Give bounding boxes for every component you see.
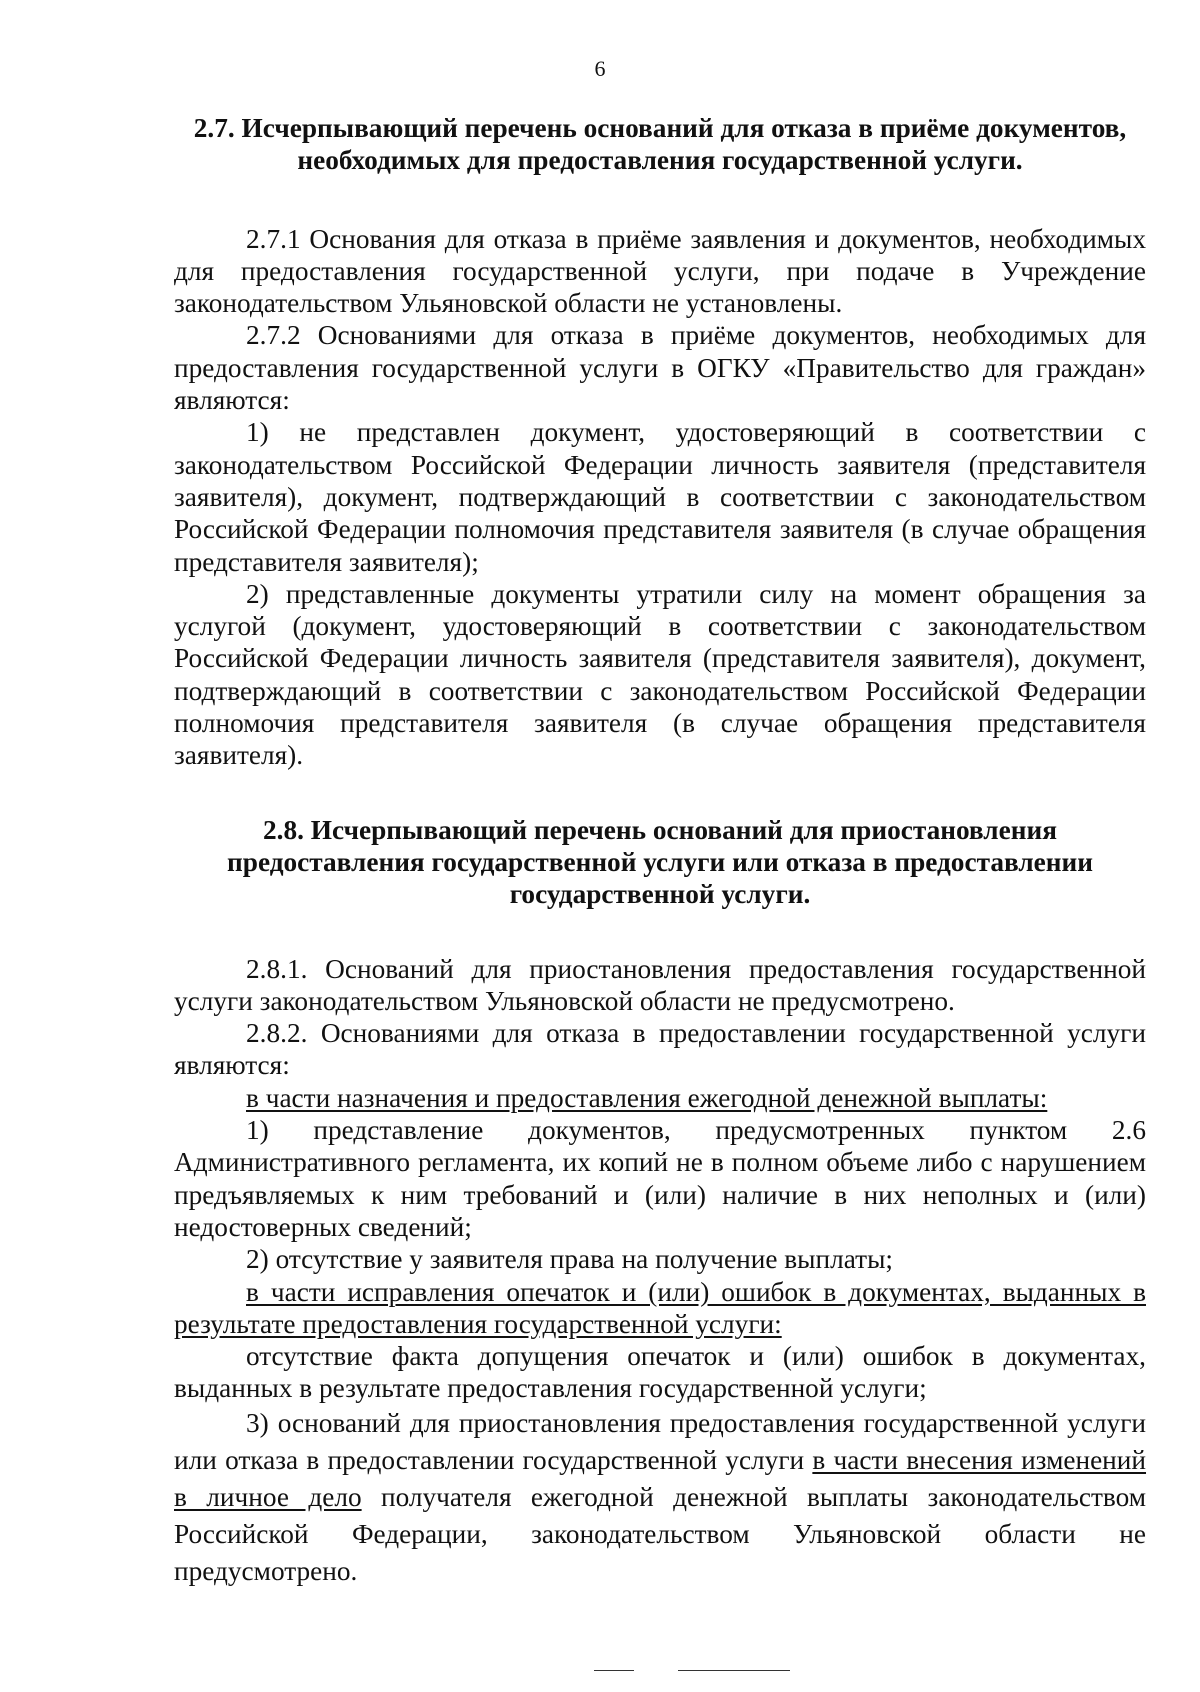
section-heading-2-8: 2.8. Исчерпывающий перечень оснований для приостановления предоставления государственной услуги или отказа в предоставлении государственной услуги. [227,814,1093,910]
subheading-annual-payment-text: в части назначения и предоставления ежегодной денежной выплаты: [246,1082,1048,1113]
paragraph-2-8-2: 2.8.2. Основаниями для отказа в предоставлении государственной услуги являются: [174,1018,1146,1081]
paragraph-typo-correction: отсутствие факта допущения опечаток и (или) ошибок в документах, выданных в результате предоставления государственной услуги; [174,1341,1146,1404]
subheading-annual-payment [174,1082,1146,1114]
list-item-2-8-2-2: 2) отсутствие у заявителя права на получение выплаты; [246,1244,894,1275]
subheading-typo-correction-text: в части исправления опечаток и (или) ошибок в документах, выданных в результате предоставления государственной услуги: [174,1276,1146,1339]
footer-line-long [678,1670,790,1671]
list-item-2-8-2-3-part-a: 3) оснований для приостановления предоставления государственной услуги или отказа в предоставлении государственной услуги [174,1407,1146,1475]
paragraph-2-8-1: 2.8.1. Оснований для приостановления предоставления государственной услуги законодательством Ульяновской области не предусмотрено. [174,953,1146,1016]
page-number: 6 [594,56,606,81]
document-body [174,112,1146,1590]
subheading-typo-correction [174,1276,1146,1341]
footer-line-short [594,1670,634,1671]
footer-marks [0,1670,1200,1674]
list-item-2-7-2-1: 1) не представлен документ, удостоверяющий в соответствии с законодательством Российской Федерации личность заявителя (представителя заявителя), документ, подтверждающий в соответствии с законодательством Российской Федерации полномочия представителя заявителя (в случае обращения представителя заявителя); [174,417,1146,577]
section-heading-2-7: 2.7. Исчерпывающий перечень оснований для отказа в приёме документов, необходимых для предоставления государственной услуги. [193,113,1127,176]
list-item-2-8-2-3-underlined: в части внесения изменений в личное дело [174,1444,1147,1512]
list-item-2-8-2-3 [174,1405,1146,1590]
list-item-2-8-2-3-part-b: получателя ежегодной денежной выплаты законодательством Российской Федерации, законодательством Ульяновской области не предусмотрено. [174,1481,1146,1586]
paragraph-2-7-1: 2.7.1 Основания для отказа в приёме заявления и документов, необходимых для предоставления государственной услуги, при подаче в Учреждение законодательством Ульяновской области не установлены. [174,223,1146,319]
list-item-2-8-2-1: 1) представление документов, предусмотренных пунктом 2.6 Административного регламента, их копий не в полном объеме либо с нарушением предъявляемых к ним требований и (или) наличие в них неполных и (или) недостоверных сведений; [174,1115,1146,1242]
paragraph-2-7-2: 2.7.2 Основаниями для отказа в приёме документов, необходимых для предоставления государственной услуги в ОГКУ «Правительство для граждан» являются: [174,320,1146,416]
list-item-2-7-2-2: 2) представленные документы утратили силу на момент обращения за услугой (документ, удостоверяющий в соответствии с законодательством Российской Федерации личность заявителя (представителя заявителя), документ, подтверждающий в соответствии с законодательством Российской Федерации полномочия представителя заявителя (в случае обращения представителя заявителя). [174,578,1146,771]
